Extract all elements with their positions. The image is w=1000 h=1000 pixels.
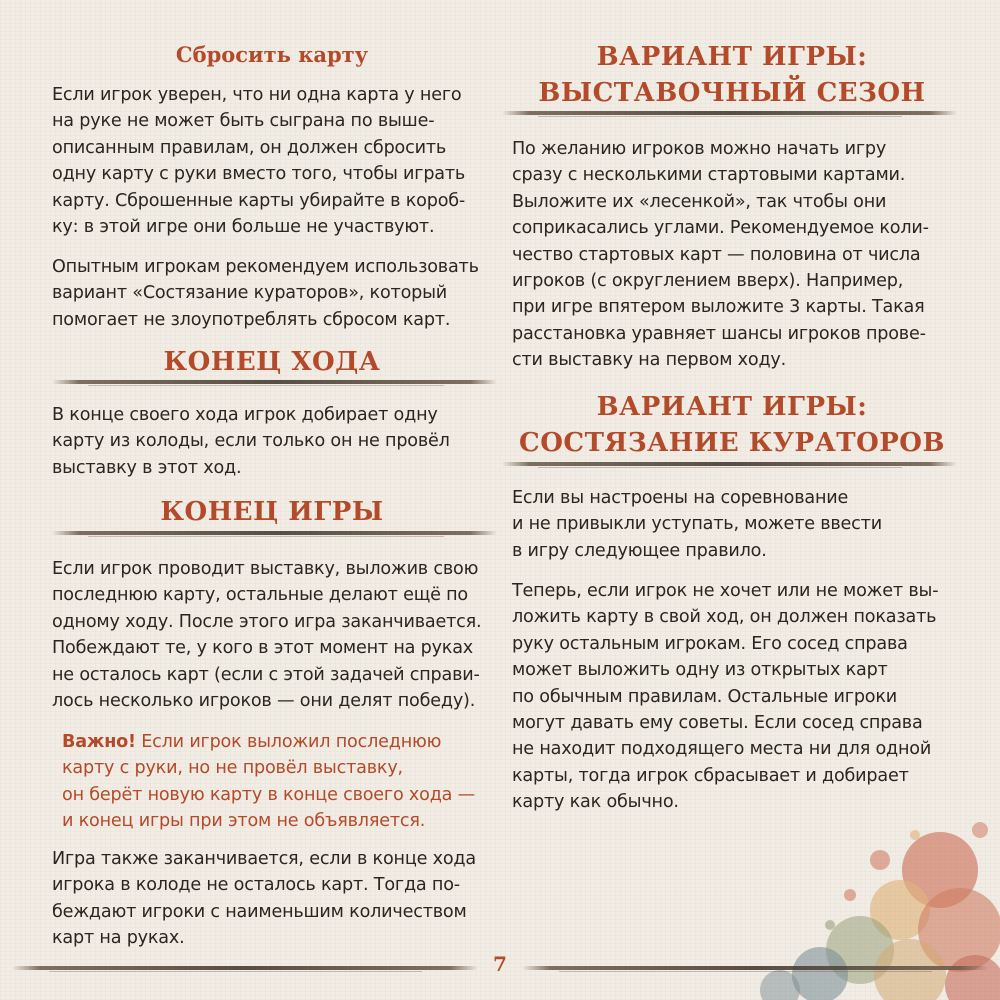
footer-rule-right — [522, 966, 988, 970]
end-game-heading: КОНЕЦ ИГРЫ — [160, 497, 384, 527]
end-game-paragraph-2: Игра также заканчивается, если в конце хода игрока в колоде не осталось карт. Тогда по- беждают игроки с наименьшим количеством карт на руках. — [52, 849, 476, 949]
exhibition-heading-line-1: ВАРИАНТ ИГРЫ: — [596, 42, 868, 72]
discard-title: Сбросить карту — [175, 42, 369, 67]
curators-paragraph-1: Если вы настроены на соревнование и не привыкли уступать, можете ввести в игру следующее правило. — [512, 488, 882, 561]
end-game-divider — [52, 531, 497, 535]
footer-rule-left — [12, 966, 478, 970]
discard-paragraph-1: Если игрок уверен, что ни одна карта у него на руке не может быть сыграна по выше- описанным правилам, он должен сбросить одну карту с руки вместо того, чтобы играть карту. Сброшенные карты убирайте в короб- ку: в этой игре они больше не участвуют. — [52, 85, 466, 238]
curators-heading-line-1: ВАРИАНТ ИГРЫ: — [596, 392, 868, 422]
discard-paragraph-2: Опытным игрокам рекомендуем использовать вариант «Состязание кураторов», который помогает не злоупотреблять сбросом карт. — [52, 257, 479, 330]
end-turn-heading: КОНЕЦ ХОДА — [163, 347, 381, 377]
curators-divider — [502, 462, 957, 466]
end-turn-paragraph: В конце своего хода игрок добирает одну карту из колоды, если только он не провёл выставку в этот ход. — [52, 405, 450, 478]
exhibition-heading-line-2: ВЫСТАВОЧНЫЙ СЕЗОН — [538, 78, 926, 108]
end-game-paragraph-1: Если игрок проводит выставку, выложив свою последнюю карту, остальные делают ещё по одному ходу. После этого игра заканчивается. Побеждают те, у кого в этот момент на руках не осталось карт (если с этой задачей справи- лось несколько игроков — они делят победу). — [52, 559, 482, 712]
curators-paragraph-2: Теперь, если игрок не хочет или не может вы- ложить карту в свой ход, он должен показать руку остальным игрокам. Его сосед справа может выложить одну из открытых карт по обычным правилам. Остальные игроки могут давать ему советы. Если сосед справа не находит подходящего места ни для одной карты, тогда игрок сбрасывает и добирает карту как обычно. — [512, 581, 939, 813]
page-number: 7 — [493, 952, 507, 976]
end-turn-divider — [52, 380, 497, 384]
paint-splash-decoration — [710, 800, 1000, 1000]
exhibition-paragraph: По желанию игроков можно начать игру сразу с несколькими стартовыми картами. Выложите их «лесенкой», так чтобы они соприкасались углами. Рекомендуемое коли- чество стартовых карт — половина от числа игроков (с округлением вверх). Например, при игре впятером выложите 3 карты. Такая расстановка уравняет шансы игроков прове- сти выставку на первом ходу. — [512, 139, 929, 371]
curators-heading-line-2: СОСТЯЗАНИЕ КУРАТОРОВ — [519, 428, 945, 458]
important-note: Важно! Если игрок выложил последнюю карту с руки, но не провёл выставку, он берёт новую карту в конце своего хода — и конец игры при этом не объявляется. — [62, 732, 476, 832]
important-label: Важно! — [62, 732, 136, 752]
exhibition-divider — [502, 111, 957, 115]
